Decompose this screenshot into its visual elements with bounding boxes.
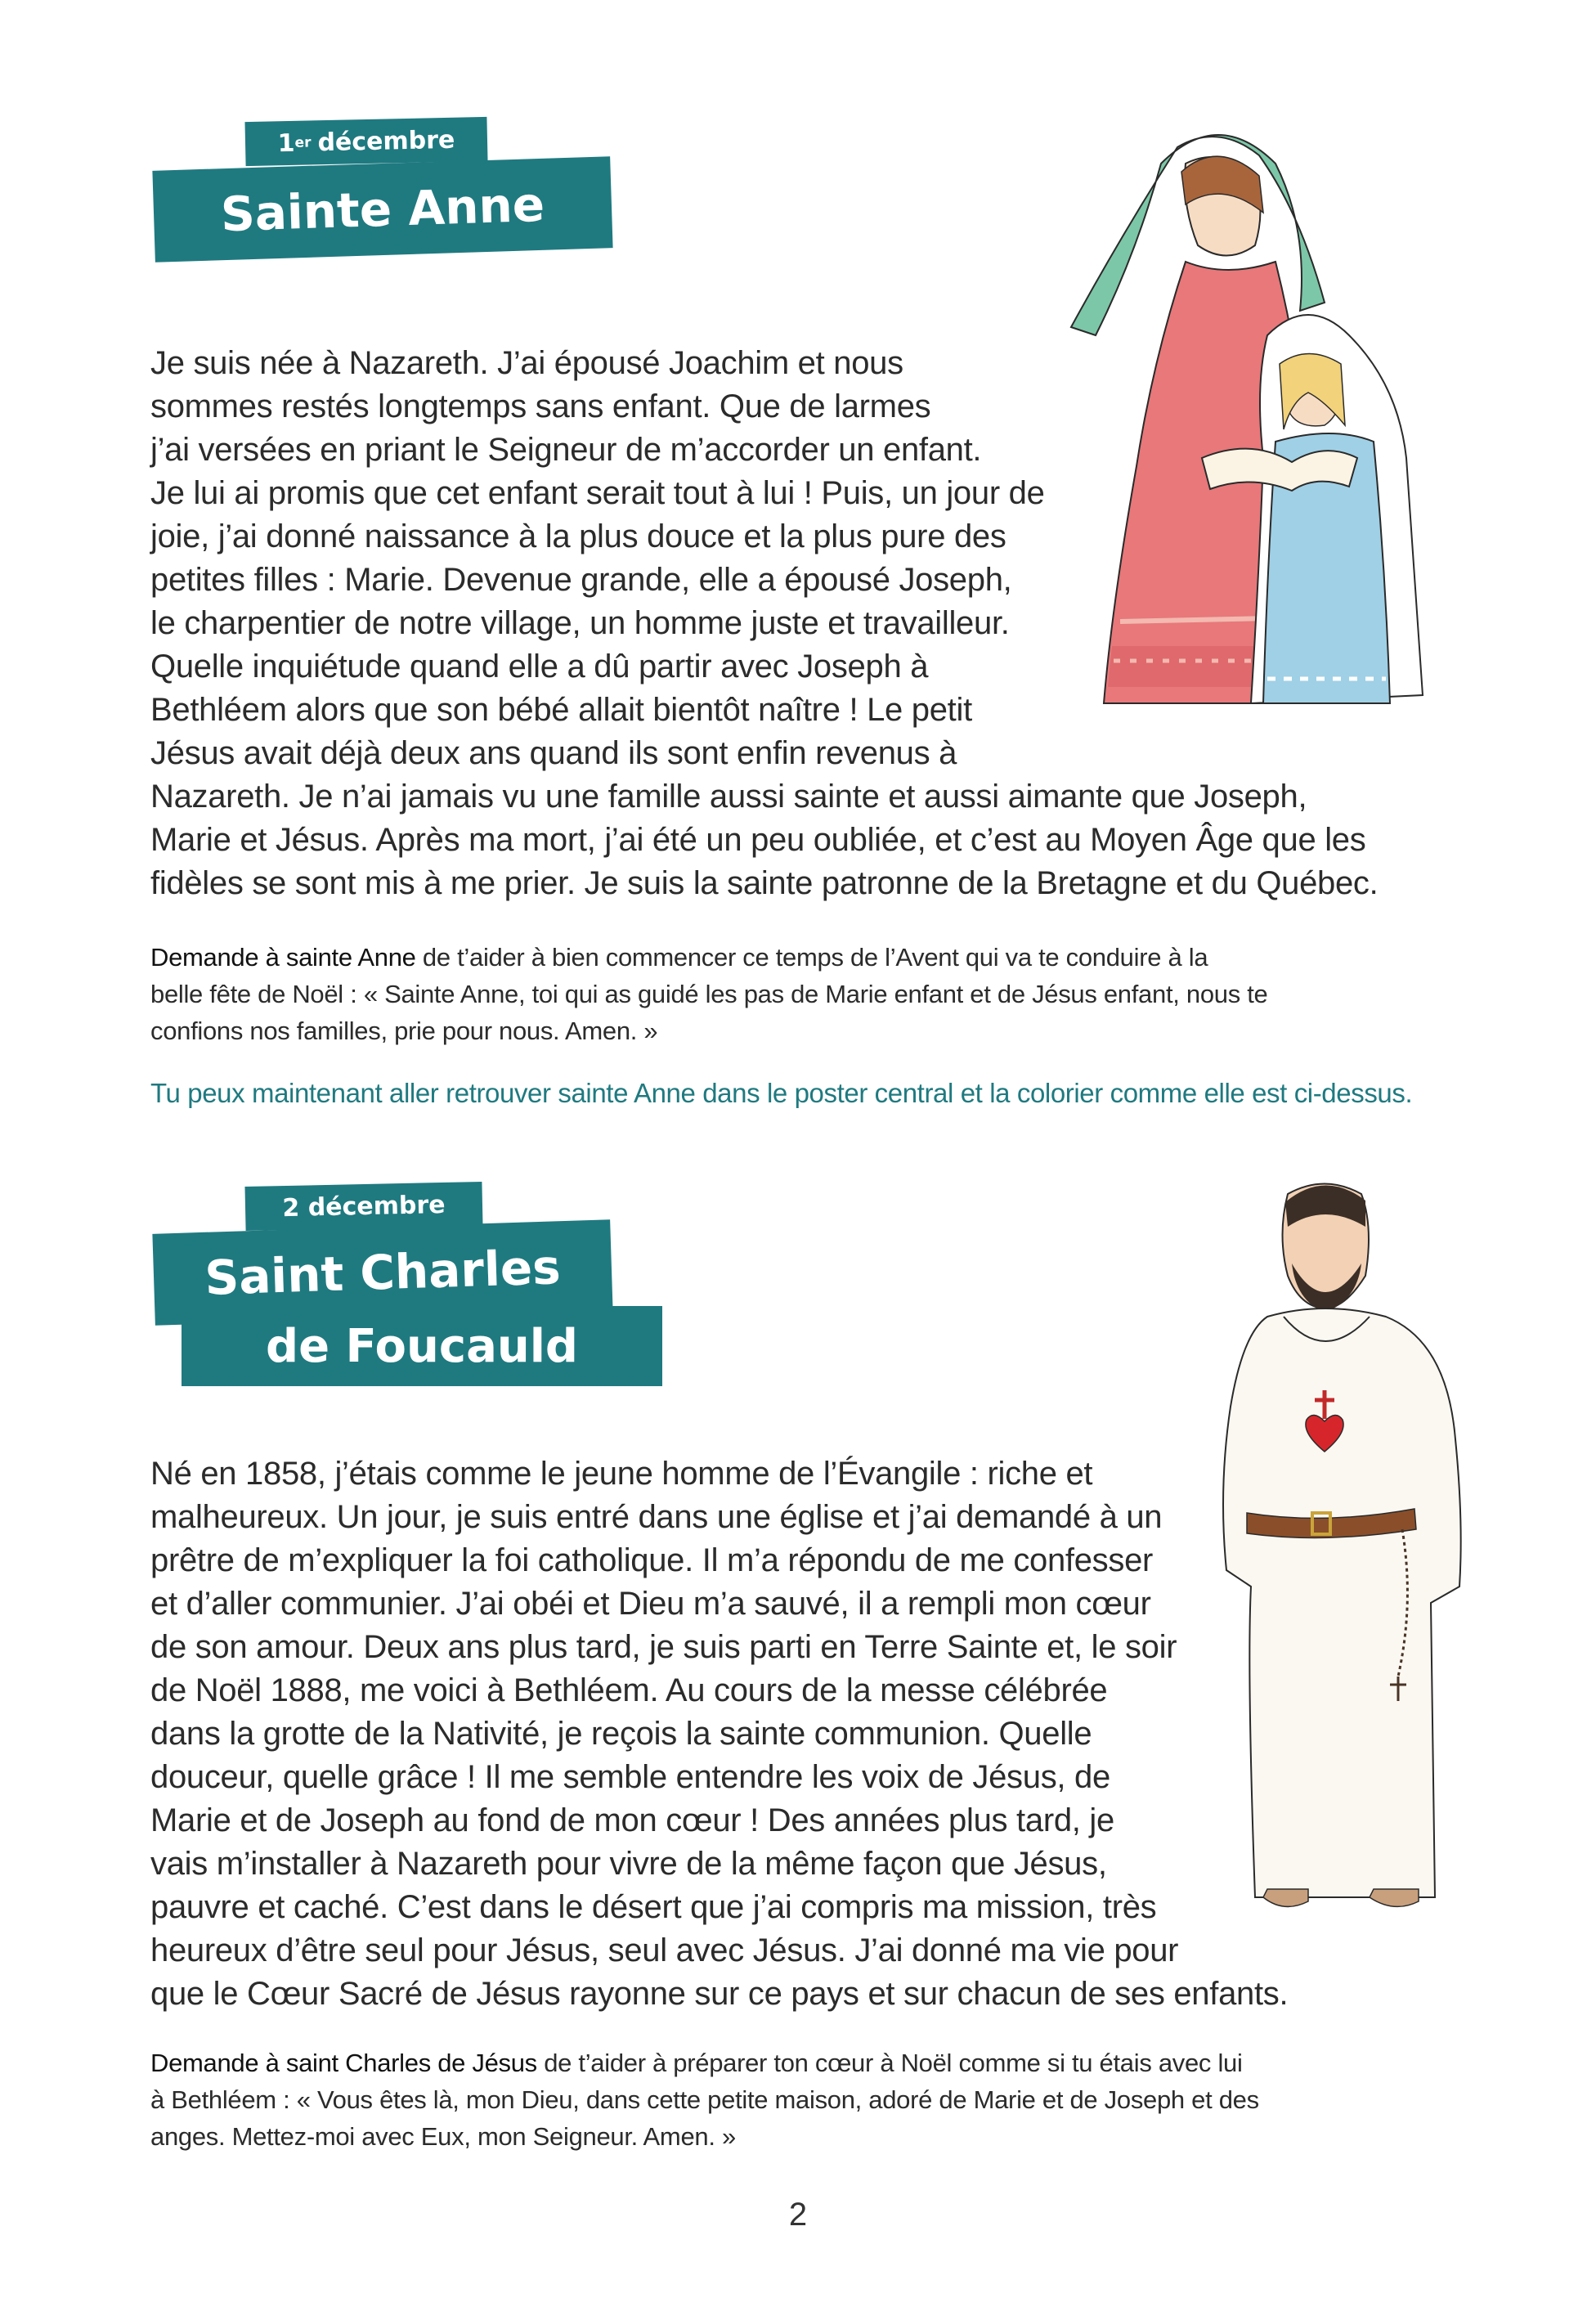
date-day: 1	[277, 128, 295, 158]
page-number: 2	[788, 2197, 808, 2233]
date-month: décembre	[317, 125, 455, 157]
body-line: heureux d’être seul pour Jésus, seul avec Jésus. J’ai donné ma vie pour	[150, 1932, 1179, 1968]
title-text: de Foucauld	[265, 1319, 579, 1373]
date-tab-dec-1	[244, 117, 487, 166]
prayer-line-text: de t’aider à bien commencer ce temps de l’Avent qui va te conduire à la	[415, 943, 1208, 972]
prayer-lead: Demande à sainte Anne	[150, 943, 416, 972]
date-tab-dec-2	[244, 1182, 482, 1231]
body-line: vais m’installer à Nazareth pour vivre de la même façon que Jésus,	[150, 1846, 1107, 1882]
prayer-line: anges. Mettez-moi avec Eux, mon Seigneur. Amen. »	[150, 2122, 736, 2151]
body-line: fidèles se sont mis à me prier. Je suis la sainte patronne de la Bretagne et du Québec.	[150, 865, 1379, 901]
body-charles-de-foucauld	[150, 1452, 1288, 2016]
body-line: et d’aller communier. J’ai obéi et Dieu m’a sauvé, il a rempli mon cœur	[150, 1586, 1151, 1622]
prayer-line: confions nos familles, prie pour nous. Amen. »	[150, 1017, 658, 1045]
body-line: Jésus avait déjà deux ans quand ils sont enfin revenus à	[150, 735, 957, 771]
coloring-invite: Tu peux maintenant aller retrouver sainte Anne dans le poster central et la colorier comme elle est ci-dessus.	[150, 1078, 1413, 1108]
title-sainte-anne	[152, 156, 612, 263]
body-line: douceur, quelle grâce ! Il me semble entendre les voix de Jésus, de	[150, 1759, 1110, 1795]
date-sup: er	[294, 134, 312, 151]
prayer-charles-de-foucauld	[150, 2044, 1259, 2155]
body-line: Nazareth. Je n’ai jamais vu une famille aussi sainte et aussi aimante que Joseph,	[150, 779, 1307, 815]
body-line: Je lui ai promis que cet enfant serait tout à lui ! Puis, un jour de	[150, 475, 1045, 511]
body-line: Marie et de Joseph au fond de mon cœur ! Des années plus tard, je	[150, 1802, 1114, 1838]
title-text: Sainte Anne	[219, 176, 546, 243]
title-charles-line2	[182, 1306, 662, 1386]
body-line: pauvre et caché. C’est dans le désert que j’ai compris ma mission, très	[150, 1889, 1157, 1925]
body-line: j’ai versées en priant le Seigneur de m’accorder un enfant.	[150, 432, 982, 468]
body-line: Marie et Jésus. Après ma mort, j’ai été un peu oubliée, et c’est au Moyen Âge que les	[150, 822, 1366, 858]
body-line: joie, j’ai donné naissance à la plus douce et la plus pure des	[150, 518, 1006, 554]
body-line: dans la grotte de la Nativité, je reçois la sainte communion. Quelle	[150, 1716, 1092, 1752]
body-line: Je suis née à Nazareth. J’ai épousé Joachim et nous	[150, 345, 903, 381]
prayer-lead: Demande à saint Charles de Jésus	[150, 2049, 537, 2077]
body-line: que le Cœur Sacré de Jésus rayonne sur ce pays et sur chacun de ses enfants.	[150, 1976, 1289, 2012]
body-sainte-anne	[150, 342, 1378, 905]
body-line: le charpentier de notre village, un homme juste et travailleur.	[150, 605, 1010, 641]
body-line: prêtre de m’expliquer la foi catholique. Il m’a répondu de me confesser	[150, 1542, 1154, 1578]
body-line: sommes restés longtemps sans enfant. Que de larmes	[150, 388, 931, 424]
body-line: de Noël 1888, me voici à Bethléem. Au cours de la messe célébrée	[150, 1672, 1108, 1708]
prayer-sainte-anne	[150, 939, 1267, 1049]
body-line: petites filles : Marie. Devenue grande, elle a épousé Joseph,	[150, 562, 1012, 598]
body-line: malheureux. Un jour, je suis entré dans une église et j’ai demandé à un	[150, 1499, 1163, 1535]
body-line: Quelle inquiétude quand elle a dû partir avec Joseph à	[150, 649, 929, 684]
body-line: de son amour. Deux ans plus tard, je suis parti en Terre Sainte et, le soir	[150, 1629, 1177, 1665]
body-line: Bethléem alors que son bébé allait bientôt naître ! Le petit	[150, 692, 972, 728]
prayer-line: belle fête de Noël : « Sainte Anne, toi qui as guidé les pas de Marie enfant et de Jésus enfant, nous te	[150, 980, 1268, 1008]
body-line: Né en 1858, j’étais comme le jeune homme de l’Évangile : riche et	[150, 1456, 1093, 1492]
prayer-line	[150, 939, 1267, 976]
prayer-line: à Bethléem : « Vous êtes là, mon Dieu, dans cette petite maison, adoré de Marie et de Joseph et des	[150, 2085, 1259, 2114]
title-text: Saint Charles	[204, 1239, 562, 1306]
date-text: 2 décembre	[282, 1190, 446, 1223]
prayer-line	[150, 2044, 1259, 2081]
prayer-line-text: de t’aider à préparer ton cœur à Noël comme si tu étais avec lui	[536, 2049, 1243, 2077]
